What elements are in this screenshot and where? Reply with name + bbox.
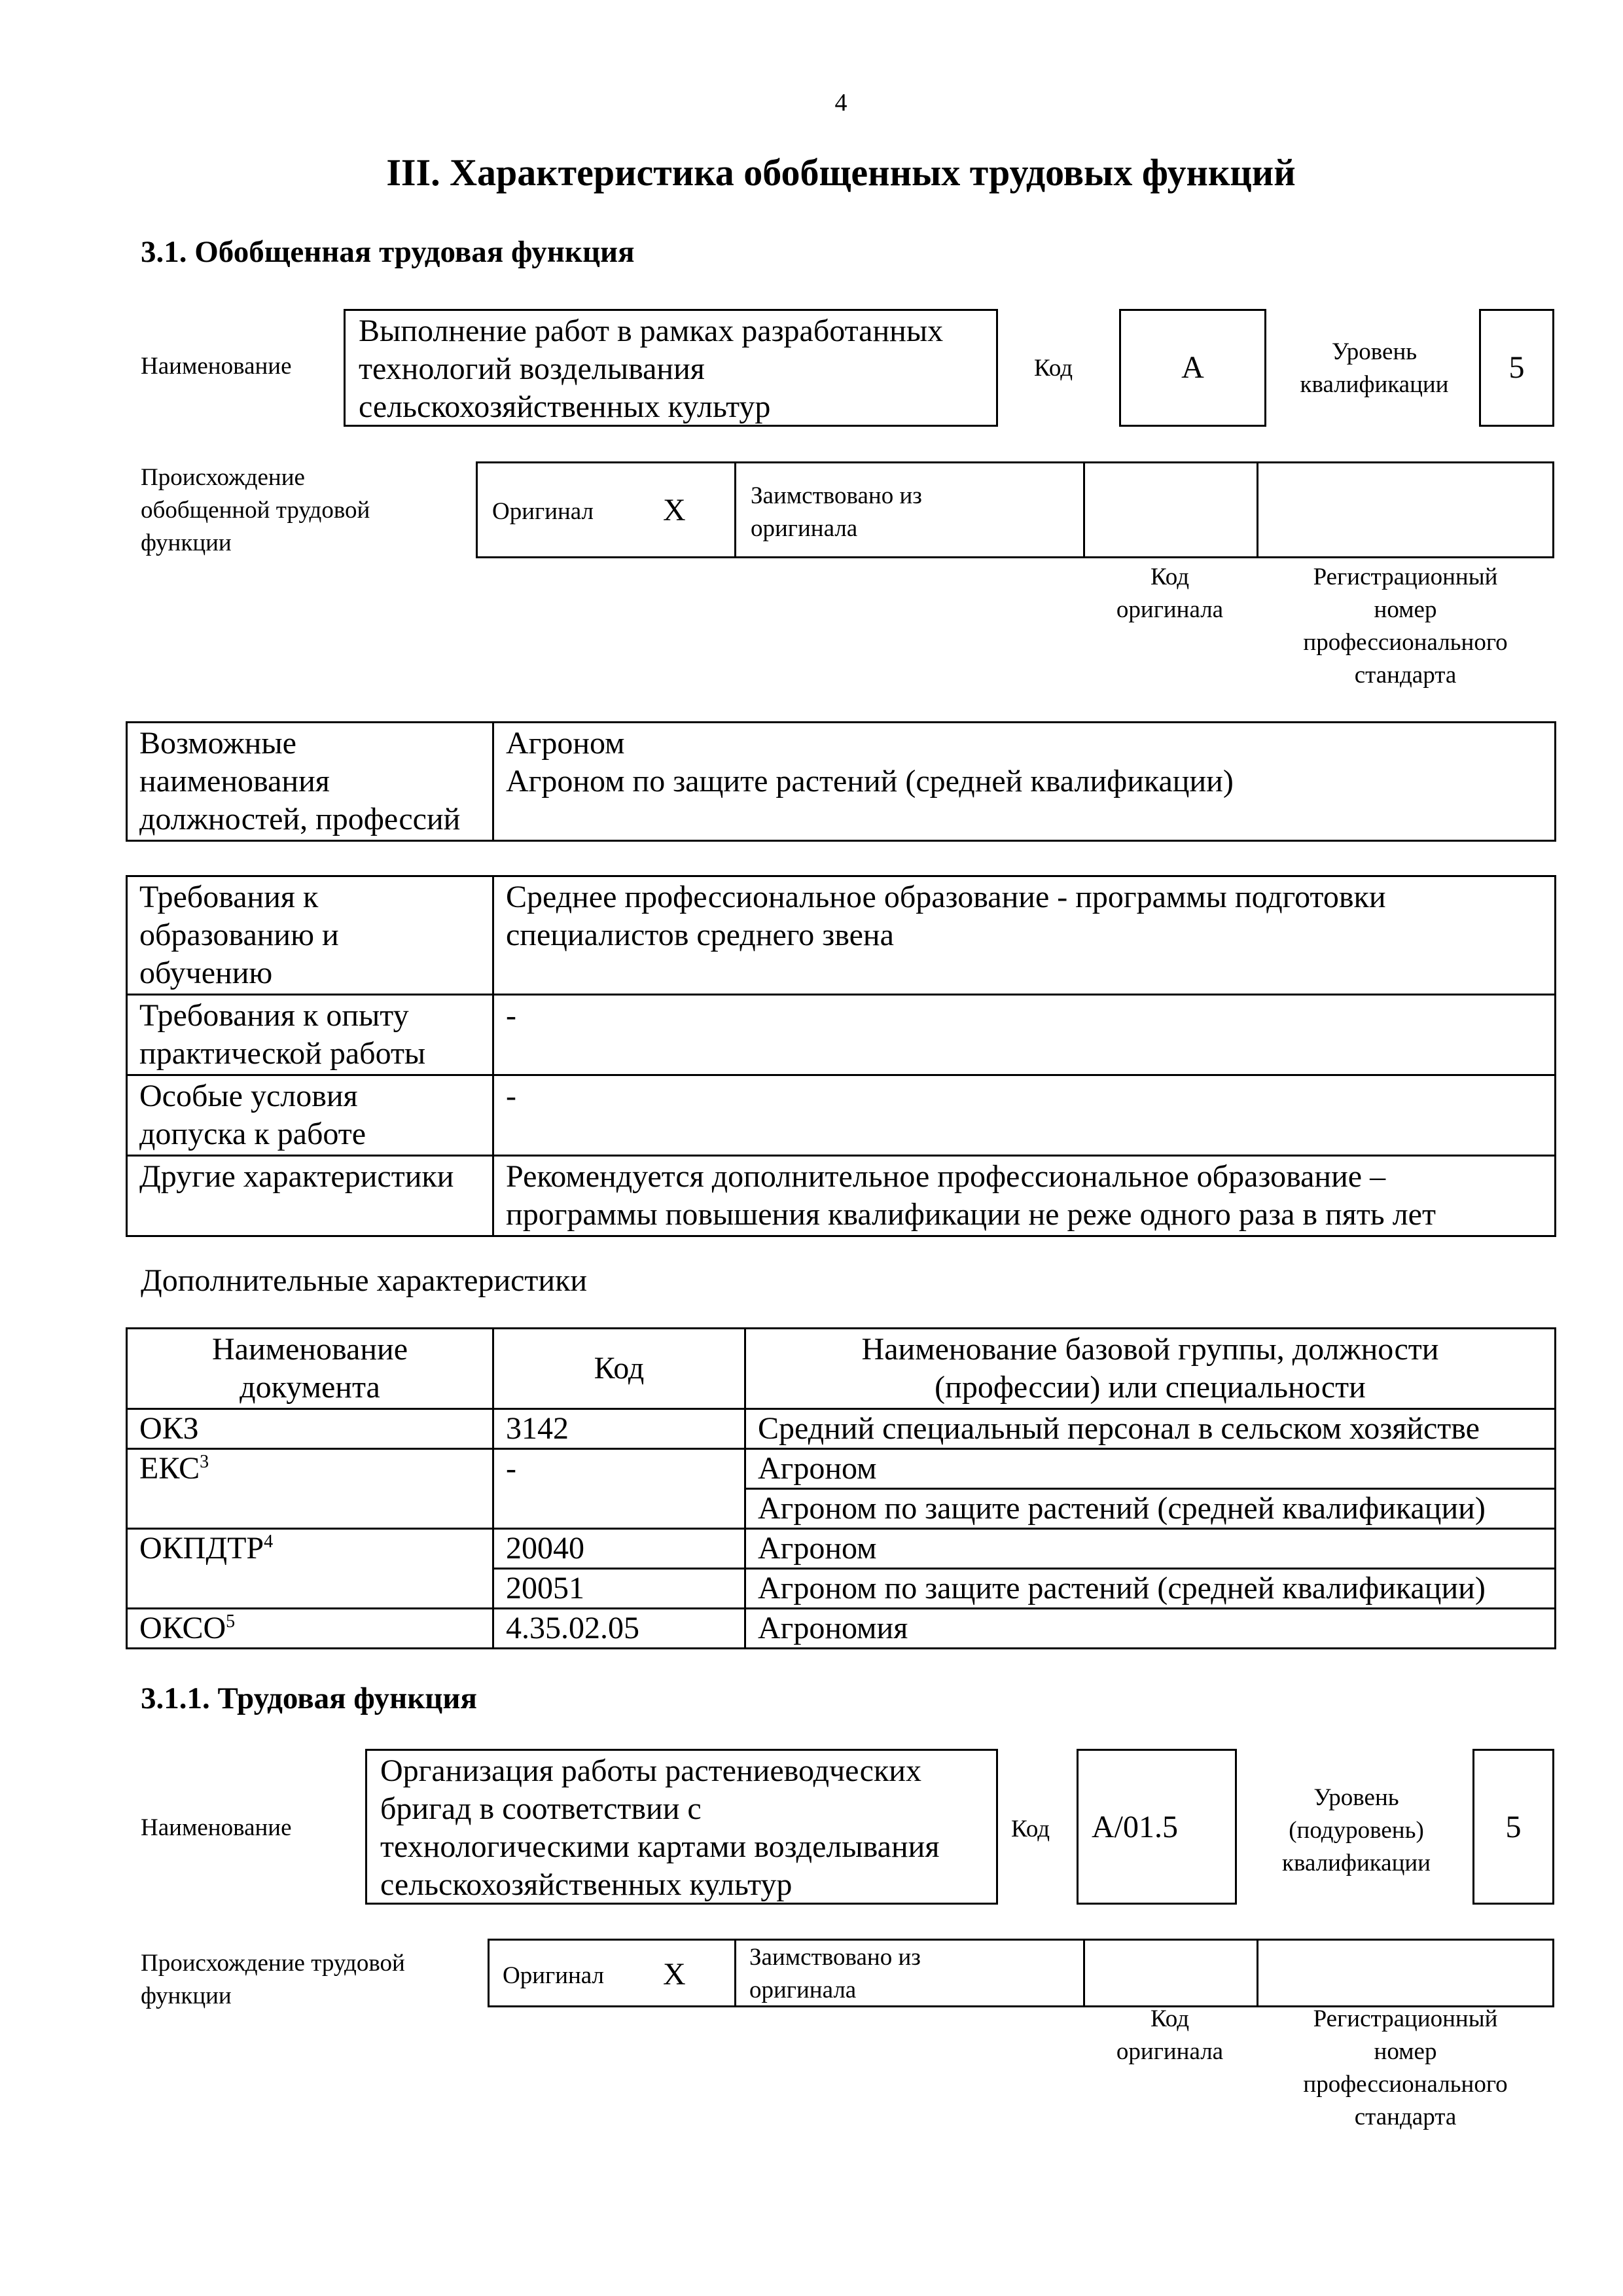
- row-doc-text: ОКПДТР: [139, 1531, 264, 1566]
- gtf-level-label-line: квалификации: [1300, 371, 1449, 398]
- tf-caption-reg-line: стандарта: [1354, 2104, 1457, 2130]
- requirement-value: [493, 995, 1556, 1075]
- tf-caption-code-line: оригинала: [1116, 2038, 1224, 2065]
- gtf-origin-label: [141, 461, 370, 560]
- requirement-label-line: допуска к работе: [139, 1117, 366, 1151]
- requirement-value-line: -: [506, 1079, 516, 1113]
- header-doc-line: Наименование: [211, 1332, 408, 1367]
- tf-name-line: технологическими картами возделывания: [380, 1829, 940, 1864]
- requirement-label-line: обучению: [139, 956, 273, 990]
- row-name: Агроном по защите растений (средней квалификации): [745, 1569, 1556, 1609]
- divider: [1083, 1939, 1085, 2007]
- tf-code-label: Код: [1011, 1816, 1050, 1842]
- gtf-origin-label-line: функции: [141, 529, 232, 556]
- row-name: Агроном по защите растений (средней квалификации): [745, 1489, 1556, 1529]
- table-row: [127, 1409, 1556, 1449]
- row-code: 3142: [493, 1409, 745, 1449]
- gtf-caption-code-line: Код: [1150, 564, 1190, 590]
- positions-value: [493, 723, 1556, 841]
- tf-name-label: Наименование: [141, 1814, 292, 1841]
- tf-heading: 3.1.1. Трудовая функция: [141, 1681, 477, 1715]
- row-doc-text: ОКСО: [139, 1611, 226, 1645]
- page-number: 4: [834, 89, 847, 117]
- positions-label-line: наименования: [139, 764, 330, 798]
- requirement-value-line: специалистов среднего звена: [506, 918, 894, 952]
- requirement-label-line: образованию и: [139, 918, 339, 952]
- requirement-value-line: программы повышения квалификации не реже одного раза в пять лет: [506, 1197, 1436, 1232]
- gtf-name-text: [359, 312, 943, 426]
- row-code: -: [493, 1449, 745, 1489]
- requirement-label-line: практической работы: [139, 1036, 426, 1071]
- row-code: [493, 1489, 745, 1529]
- requirement-label: [127, 995, 493, 1075]
- gtf-borrowed-label-line: оригинала: [751, 515, 858, 542]
- divider: [1083, 461, 1085, 558]
- requirement-value-line: -: [506, 998, 516, 1033]
- divider: [734, 461, 736, 558]
- tf-borrowed-label: [749, 1941, 921, 2007]
- gtf-name-label: Наименование: [141, 353, 292, 380]
- tf-level-label-line: Уровень: [1313, 1784, 1399, 1811]
- tf-code-box: [1077, 1749, 1237, 1905]
- footnote-mark: 4: [264, 1532, 274, 1552]
- header-doc-line: документа: [240, 1370, 380, 1405]
- tf-borrowed-label-line: оригинала: [749, 1977, 857, 2003]
- gtf-origin-label-line: обобщенной трудовой: [141, 497, 370, 524]
- tf-caption-reg-line: профессионального: [1303, 2071, 1508, 2098]
- tf-original-mark: X: [663, 1957, 686, 1992]
- tf-level-box: [1472, 1749, 1554, 1905]
- gtf-caption-reg-line: профессионального: [1303, 629, 1508, 656]
- positions-label-line: должностей, профессий: [139, 802, 461, 836]
- requirement-value: [493, 1156, 1556, 1236]
- gtf-caption-code: [1083, 561, 1257, 626]
- table-row: [127, 1489, 1556, 1529]
- gtf-code-label: Код: [1034, 355, 1073, 382]
- divider: [1257, 461, 1258, 558]
- table-row: [127, 1529, 1556, 1569]
- tf-level-label-line: квалификации: [1282, 1850, 1431, 1876]
- tf-code-value: A/01.5: [1092, 1810, 1178, 1844]
- positions-row: [127, 723, 1556, 841]
- gtf-name-box: [344, 309, 998, 427]
- gtf-caption-reg: [1257, 561, 1554, 692]
- tf-caption-code: [1083, 2003, 1257, 2068]
- tf-origin-label-line: Происхождение трудовой: [141, 1950, 405, 1977]
- additional-header-row: [127, 1329, 1556, 1409]
- gtf-heading: 3.1. Обобщенная трудовая функция: [141, 235, 635, 269]
- tf-name-text: [380, 1752, 939, 1904]
- row-doc: [127, 1449, 493, 1489]
- row-name: Агроном: [745, 1449, 1556, 1489]
- requirements-row: [127, 1156, 1556, 1236]
- tf-name-line: Организация работы растениеводческих: [380, 1753, 921, 1788]
- positions-value-line: Агроном: [506, 726, 625, 761]
- gtf-original-mark: X: [663, 493, 686, 528]
- table-row: [127, 1569, 1556, 1609]
- tf-caption-code-line: Код: [1150, 2005, 1190, 2032]
- tf-name-line: бригад в соответствии с: [380, 1791, 702, 1826]
- row-code: 4.35.02.05: [493, 1609, 745, 1649]
- header-group-line: (профессии) или специальности: [935, 1370, 1366, 1405]
- requirement-value: [493, 876, 1556, 995]
- footnote-mark: 5: [226, 1611, 236, 1632]
- tf-caption-reg-line: номер: [1374, 2038, 1437, 2065]
- positions-table: [126, 721, 1556, 842]
- requirement-label: [127, 1075, 493, 1156]
- header-group-line: Наименование базовой группы, должности: [861, 1332, 1439, 1367]
- gtf-original-label: Оригинал: [492, 498, 594, 525]
- requirement-value: [493, 1075, 1556, 1156]
- gtf-level-value: 5: [1508, 350, 1525, 385]
- additional-heading: Дополнительные характеристики: [141, 1263, 588, 1298]
- tf-caption-reg-line: Регистрационный: [1313, 2005, 1498, 2032]
- gtf-name-line: технологий возделывания: [359, 351, 705, 386]
- gtf-borrowed-label-line: Заимствовано из: [751, 482, 922, 509]
- row-doc: [127, 1609, 493, 1649]
- table-row: [127, 1609, 1556, 1649]
- requirement-label-line: Требования к опыту: [139, 998, 409, 1033]
- tf-name-line: сельскохозяйственных культур: [380, 1867, 793, 1902]
- row-name: Средний специальный персонал в сельском хозяйстве: [745, 1409, 1556, 1449]
- tf-level-label: [1237, 1782, 1476, 1880]
- requirement-label-line: Требования к: [139, 880, 319, 914]
- requirements-row: [127, 995, 1556, 1075]
- gtf-level-label: [1266, 336, 1482, 401]
- divider: [734, 1939, 736, 2007]
- footnote-mark: 3: [200, 1452, 209, 1472]
- row-doc: [127, 1489, 493, 1529]
- gtf-name-line: Выполнение работ в рамках разработанных: [359, 314, 944, 348]
- row-code: 20040: [493, 1529, 745, 1569]
- row-name: Агроном: [745, 1529, 1556, 1569]
- positions-value-line: Агроном по защите растений (средней квалификации): [506, 764, 1234, 798]
- tf-original-label: Оригинал: [503, 1962, 605, 1989]
- requirement-label: [127, 1156, 493, 1236]
- requirement-label-line: Особые условия: [139, 1079, 358, 1113]
- tf-origin-label-line: функции: [141, 1982, 232, 2009]
- row-doc-text: ЕКС: [139, 1451, 200, 1486]
- requirements-row: [127, 1075, 1556, 1156]
- gtf-caption-reg-line: номер: [1374, 596, 1437, 623]
- requirement-label: [127, 876, 493, 995]
- requirements-row: [127, 876, 1556, 995]
- row-doc-text: ОКЗ: [139, 1411, 199, 1446]
- requirement-label-line: Другие характеристики: [139, 1159, 454, 1194]
- header-group: [745, 1329, 1556, 1409]
- table-row: [127, 1449, 1556, 1489]
- gtf-name-line: сельскохозяйственных культур: [359, 389, 771, 424]
- tf-borrowed-label-line: Заимствовано из: [749, 1944, 921, 1971]
- tf-name-box: [365, 1749, 998, 1905]
- tf-origin-box: [488, 1939, 1554, 2007]
- divider: [1257, 1939, 1258, 2007]
- tf-level-value: 5: [1505, 1810, 1522, 1844]
- gtf-level-label-line: Уровень: [1331, 338, 1418, 365]
- row-name: Агрономия: [745, 1609, 1556, 1649]
- positions-label-line: Возможные: [139, 726, 296, 761]
- row-code: 20051: [493, 1569, 745, 1609]
- header-doc: [127, 1329, 493, 1409]
- row-doc: [127, 1409, 493, 1449]
- gtf-caption-code-line: оригинала: [1116, 596, 1224, 623]
- gtf-code-value: A: [1181, 350, 1204, 385]
- gtf-level-box: [1479, 309, 1554, 427]
- requirement-value-line: Рекомендуется дополнительное профессиональное образование –: [506, 1159, 1386, 1194]
- gtf-caption-reg-line: стандарта: [1354, 662, 1457, 689]
- tf-caption-reg: [1257, 2003, 1554, 2134]
- requirements-table: [126, 875, 1556, 1237]
- gtf-code-box: [1119, 309, 1266, 427]
- row-doc: [127, 1529, 493, 1569]
- gtf-origin-box: [476, 461, 1554, 558]
- requirement-value-line: Среднее профессиональное образование - программы подготовки: [506, 880, 1386, 914]
- section-title: III. Характеристика обобщенных трудовых функций: [386, 151, 1296, 194]
- header-code: Код: [493, 1329, 745, 1409]
- gtf-caption-reg-line: Регистрационный: [1313, 564, 1498, 590]
- gtf-origin-label-line: Происхождение: [141, 464, 305, 491]
- row-doc: [127, 1569, 493, 1609]
- tf-level-label-line: (подуровень): [1289, 1817, 1424, 1844]
- additional-table: [126, 1327, 1556, 1649]
- positions-label: [127, 723, 493, 841]
- tf-origin-label: [141, 1947, 405, 2013]
- gtf-borrowed-label: [751, 480, 922, 545]
